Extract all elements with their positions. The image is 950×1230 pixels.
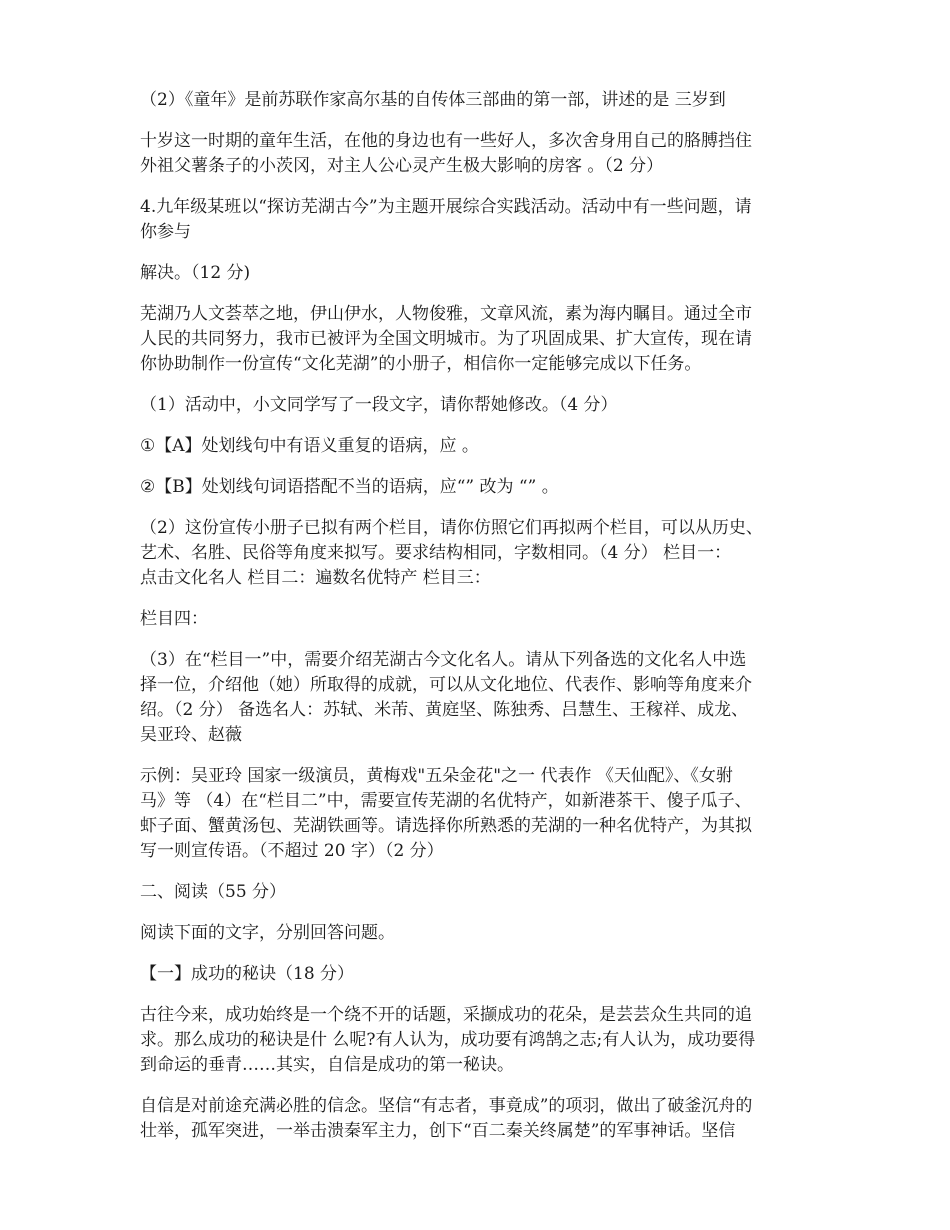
- text-line: 二、阅读（55 分）: [140, 882, 287, 902]
- article-paragraph-2: [140, 1094, 820, 1144]
- text-line: 绍。（2 分） 备选名人：苏轼、米芾、黄庭坚、陈独秀、吕慧生、王稼祥、成龙、: [140, 700, 749, 720]
- text-line: 艺术、名胜、民俗等角度来拟写。要求结构相同，字数相同。（4 分） 栏目一：: [140, 543, 732, 563]
- paragraph-task-1: [140, 393, 820, 418]
- article-paragraph-1: [140, 1003, 820, 1078]
- paragraph-task-3: [140, 648, 820, 748]
- paragraph-q4-solve: [140, 261, 820, 286]
- paragraph-task-1-b: [140, 475, 820, 500]
- text-line: 栏目四：: [140, 609, 208, 629]
- text-line: 示例：吴亚玲 国家一级演员，黄梅戏"五朵金花"之一 代表作 《天仙配》、《女驸: [140, 766, 733, 786]
- text-line: （1）活动中，小文同学写了一段文字，请你帮她修改。（4 分）: [140, 395, 618, 415]
- paragraph-task-1-a: [140, 434, 820, 459]
- text-line: 择一位，介绍他（她）所取得的成就，可以从文化地位、代表作、影响等角度来介: [140, 675, 752, 695]
- paragraph-column-4: [140, 607, 820, 632]
- text-line: 点击文化名人 栏目二：遍数名优特产 栏目三：: [140, 568, 491, 588]
- text-line: （3）在“栏目一”中，需要介绍芜湖古今文化名人。请从下列备选的文化名人中选: [140, 650, 747, 670]
- paragraph-q2-tongnian-a: [140, 88, 820, 113]
- text-line: 人民的共同努力，我市已被评为全国文明城市。为了巩固成果、扩大宣传，现在请: [140, 329, 752, 349]
- paragraph-reading-instruction: [140, 921, 820, 946]
- text-line: 4.九年级某班以“探访芜湖古今”为主题开展综合实践活动。活动中有一些问题，请: [140, 197, 752, 217]
- text-line: 【一】成功的秘诀（18 分）: [140, 964, 355, 984]
- paragraph-q2-tongnian-b: [140, 129, 820, 179]
- text-line: 求。那么成功的秘诀是什 么呢?有人认为，成功要有鸿鹄之志;有人认为，成功要得: [140, 1030, 756, 1050]
- text-line: 写一则宣传语。（不超过 20 字）（2 分）: [140, 841, 444, 861]
- article-title: [140, 962, 820, 987]
- text-line: 吴亚玲、赵薇: [140, 725, 242, 745]
- section-heading-reading: [140, 880, 820, 905]
- document-page: [140, 88, 820, 1160]
- text-line: ①【A】处划线句中有语义重复的语病，应 。: [140, 436, 479, 456]
- text-line: 解决。（12 分): [140, 263, 251, 283]
- text-line: 阅读下面的文字，分别回答问题。: [140, 923, 395, 943]
- paragraph-task-2: [140, 516, 820, 591]
- text-line: （2）《童年》是前苏联作家高尔基的自传体三部曲的第一部，讲述的是 三岁到: [140, 90, 726, 110]
- text-line: 你协助制作一份宣传“文化芜湖”的小册子，相信你一定能够完成以下任务。: [140, 354, 702, 374]
- text-line: 壮举，孤军突进，一举击溃秦军主力，创下“百二秦关终属楚”的军事神话。坚信: [140, 1121, 736, 1141]
- paragraph-example-task-4: [140, 764, 820, 864]
- text-line: ②【B】处划线句词语搭配不当的语病，应“” 改为 “” 。: [140, 477, 559, 497]
- paragraph-wuhu-intro: [140, 302, 820, 377]
- text-line: 到命运的垂青……其实，自信是成功的第一秘诀。: [140, 1055, 514, 1075]
- text-line: （2）这份宣传小册子已拟有两个栏目，请你仿照它们再拟两个栏目，可以从历史、: [140, 518, 763, 538]
- text-line: 虾子面、蟹黄汤包、芜湖铁画等。请选择你所熟悉的芜湖的一种名优特产，为其拟: [140, 816, 752, 836]
- text-line: 你参与: [140, 222, 191, 242]
- text-line: 马》等 （4）在“栏目二”中，需要宣传芜湖的名优特产，如新港茶干、傻子瓜子、: [140, 791, 752, 811]
- text-line: 外祖父薯条子的小茨冈，对主人公心灵产生极大影响的房客 。（2 分）: [140, 156, 664, 176]
- paragraph-q4-intro: [140, 195, 820, 245]
- text-line: 自信是对前途充满必胜的信念。坚信“有志者，事竟成”的项羽，做出了破釜沉舟的: [140, 1096, 753, 1116]
- text-line: 芜湖乃人文荟萃之地，伊山伊水，人物俊雅，文章风流，素为海内瞩目。通过全市: [140, 304, 752, 324]
- text-line: 十岁这一时期的童年生活，在他的身边也有一些好人，多次舍身用自己的胳膊挡住: [140, 131, 752, 151]
- text-line: 古往今来，成功始终是一个绕不开的话题，采撷成功的花朵，是芸芸众生共同的追: [140, 1005, 752, 1025]
